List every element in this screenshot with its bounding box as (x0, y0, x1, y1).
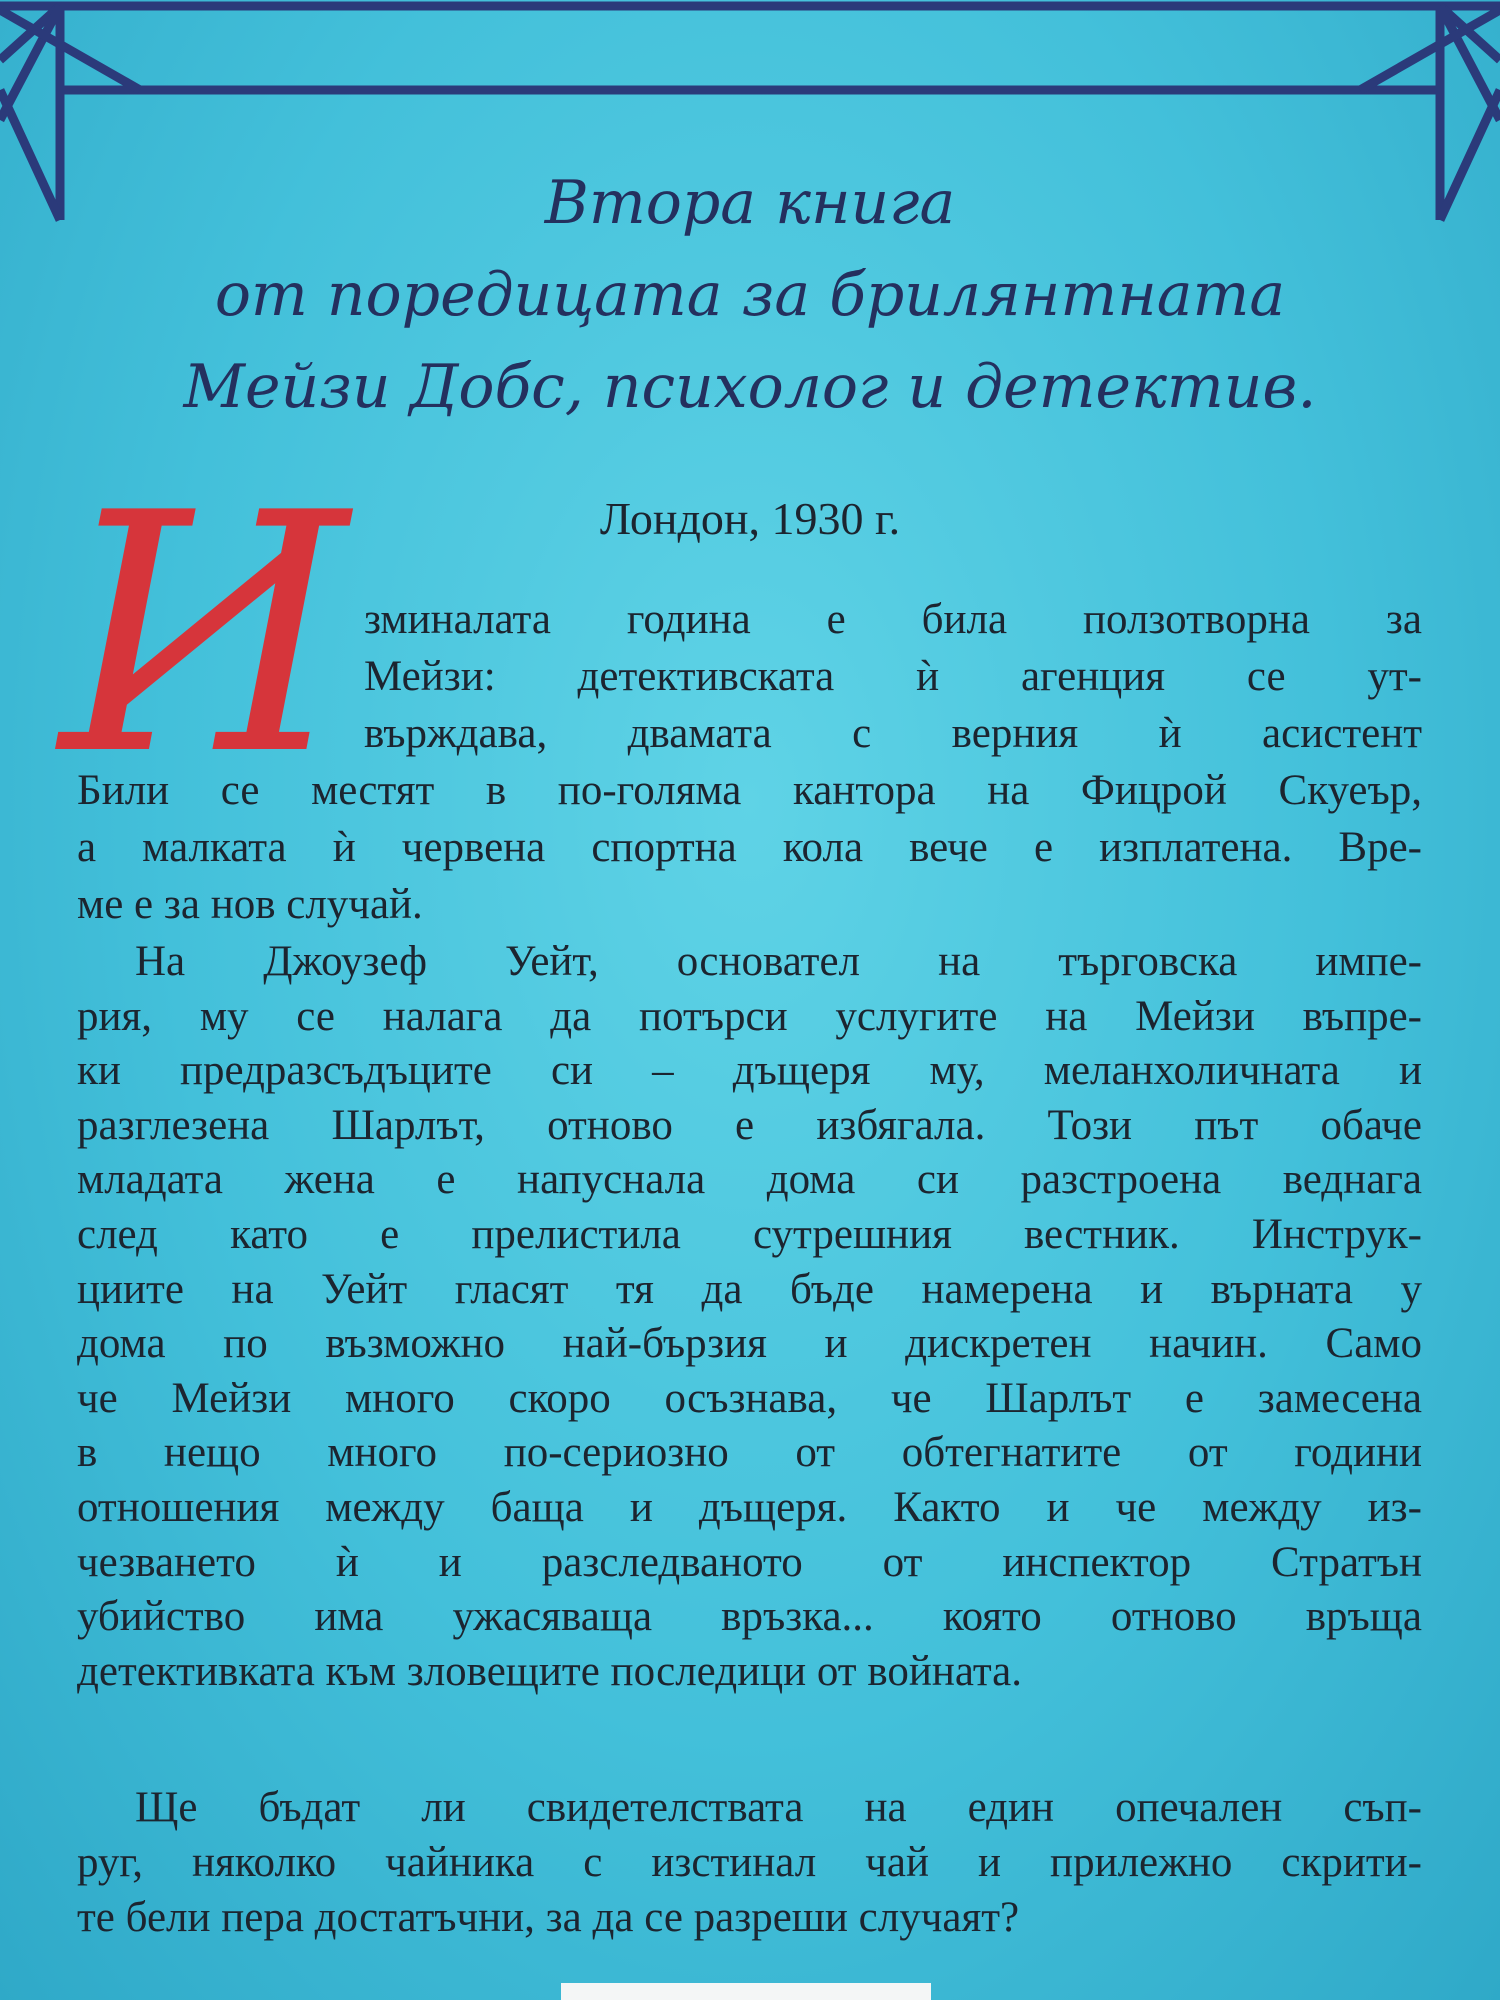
heading-line-2: от поредицата за брилянтната (214, 260, 1286, 330)
text-line: рия, му се налага да потърси услугите на Мейзи въпре- (77, 992, 1422, 1040)
text-line: след като е прелистила сутрешния вестник. Инструк- (77, 1211, 1422, 1258)
text-line: върждава, двамата с верния ѝ асистент (364, 710, 1422, 757)
text-line: Били се местят в по-голяма кантора на Фицрой Скуеър, (77, 767, 1422, 814)
text-line: убийство има ужасяваща връзка... която отново връща (77, 1593, 1422, 1641)
text-line: циите на Уейт гласят тя да бъде намерена и върната у (77, 1265, 1422, 1313)
text-line: че Мейзи много скоро осъзнава, че Шарлът е замесена (77, 1374, 1422, 1422)
text-line: детективката към зловещите последици от войната. (77, 1647, 1022, 1695)
text-line: Мейзи: детективската ѝ агенция се ут- (364, 653, 1422, 700)
text-line: Ще бъдат ли свидетелствата на един опечален съп- (135, 1784, 1422, 1831)
text-line: зминалата година е била ползотворна за (364, 596, 1422, 643)
text-line: На Джоузеф Уейт, основател на търговска импе- (135, 938, 1422, 985)
text-line: чезването ѝ и разследваното от инспектор Стратън (77, 1538, 1422, 1586)
text-line: те бели пера достатъчни, за да се разреши случаят? (77, 1894, 1020, 1941)
heading-line-1: Втора книга (544, 168, 956, 238)
text-line: руг, няколко чайника с изстинал чай и прилежно скрити- (77, 1839, 1422, 1886)
text-line: разглезена Шарлът, отново е избягала. Този път обаче (77, 1101, 1422, 1149)
text-line: ки предразсъдъците си – дъщеря му, меланхоличната и (77, 1047, 1422, 1095)
place-date: Лондон, 1930 г. (599, 493, 901, 544)
text-line: дома по възможно най-бързия и дискретен начин. Само (77, 1320, 1422, 1368)
text-line: в нещо много по-сериозно от обтегнатите от години (77, 1429, 1422, 1477)
barcode-label-edge (561, 1983, 931, 2000)
text-line: а малката ѝ червена спортна кола вече е изплатена. Вре- (77, 824, 1422, 871)
heading-line-3: Мейзи Добс, психолог и детектив. (183, 352, 1317, 422)
text-line: ме е за нов случай. (77, 881, 423, 928)
text-line: младата жена е напуснала дома си разстроена веднага (77, 1156, 1422, 1204)
text-line: отношения между баща и дъщеря. Както и че между из- (77, 1484, 1422, 1531)
drop-cap: И (60, 443, 348, 827)
